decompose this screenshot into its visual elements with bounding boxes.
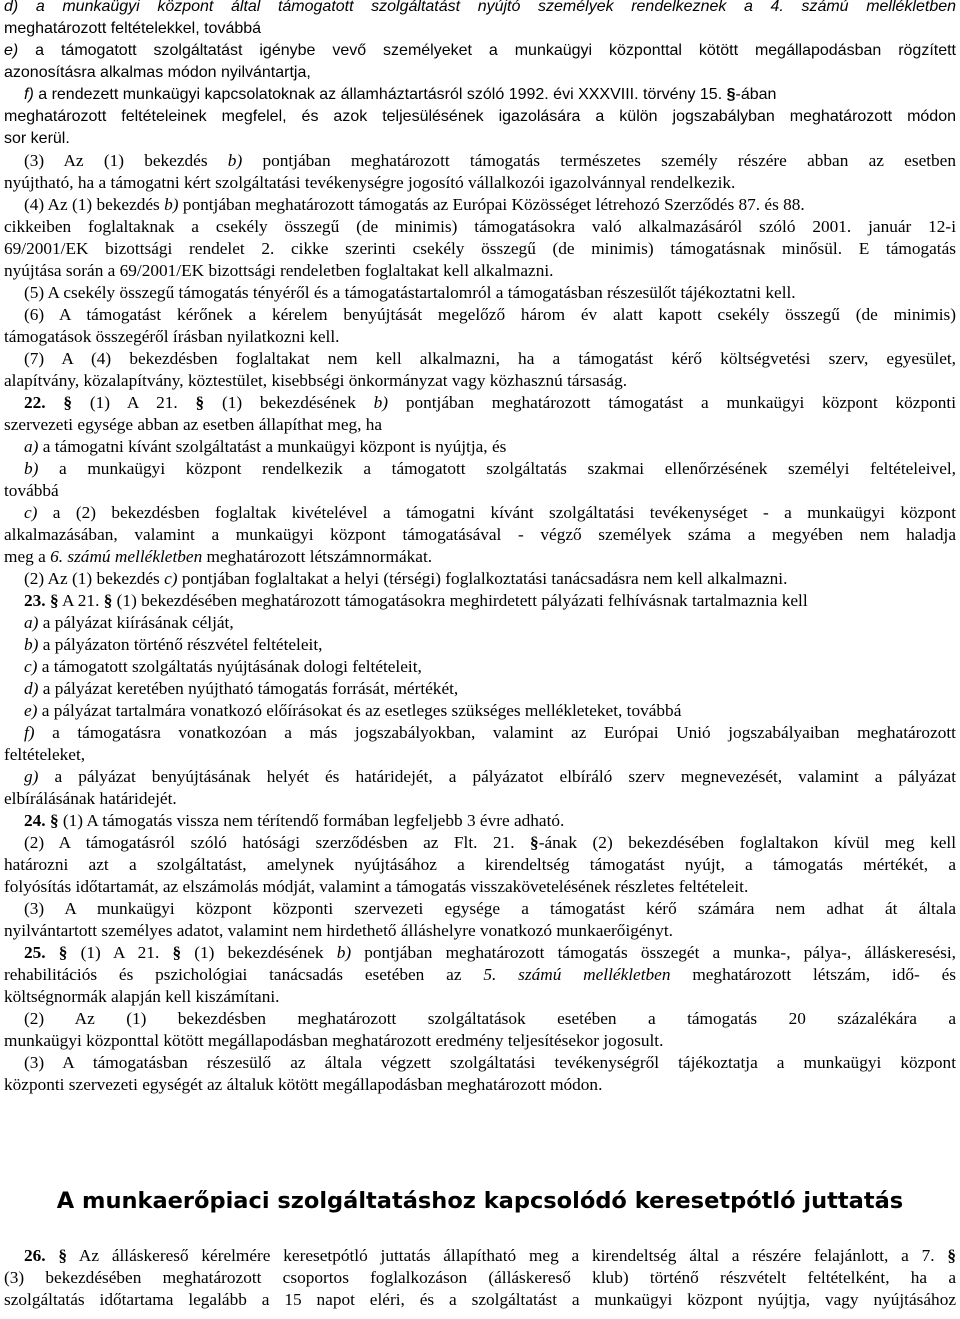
italic-text: 6. számú mellékletben (50, 547, 203, 566)
text-run: A 21. (58, 591, 104, 610)
lines-line (4, 546, 956, 568)
text-run: (1) A 21. (72, 393, 196, 412)
text-run: a pályázat tartalmára vonatkozó előírásokat és az esetleges szükséges mellékleteket, továbbá (37, 701, 682, 720)
lines-line (4, 832, 956, 854)
bold-text: § (49, 591, 59, 610)
lines-line (4, 392, 956, 414)
lines-line (4, 1030, 956, 1052)
bold-text: § (195, 393, 205, 412)
lines-line (4, 62, 956, 84)
italic-text: b) (336, 943, 352, 962)
text-run: rehabilitációs és pszichológiai tanácsadás esetében az (4, 965, 484, 984)
lines-line (4, 414, 956, 436)
lines-line (4, 128, 956, 150)
text-run: (2) A támogatásról szóló hatósági szerződésben az Flt. 21. (24, 833, 531, 852)
italic-text: f) (24, 86, 34, 103)
text-run: folyósítás időtartamát, az elszámolás módját, valamint a támogatás visszakövetelésének részletes feltételeit. (4, 877, 749, 896)
text-run: azonosításra alkalmas módon nyilvántartja, (4, 64, 311, 81)
text-run: (3) Az (1) bekezdés (24, 151, 228, 170)
italic-text: b) (373, 393, 389, 412)
lines-line (4, 1008, 956, 1030)
text-run: szolgáltatás időtartama legalább a 15 napot eléri, és a szolgáltatást a munkaügyi központ nyújtja, vagy nyújtásához (4, 1290, 956, 1309)
italic-text: d) (4, 0, 36, 15)
bold-text: § (103, 591, 113, 610)
text-run: a támogatott szolgáltatás nyújtásának dologi feltételeit, (37, 657, 422, 676)
text-run: cikkeiben foglaltaknak a csekély összegű (de minimis) támogatásokra való alkalmazásáról szóló 2001. január 12-i (4, 217, 956, 236)
text-run: a támogatott szolgáltatást igénybe vevő személyeket a munkaügyi központtal kötött megállapodásban rögzített (18, 42, 956, 59)
text-run: (3) bekezdésében meghatározott csoportos foglalkozáson (álláskereső klub) történő részvételt feltételként, ha a (4, 1268, 956, 1287)
text-run: (6) A támogatást kérőnek a kérelem benyújtását megelőző három év alatt kapott csekély összegű (de minimis) (24, 305, 956, 324)
italic-text: e) (24, 701, 38, 720)
bold-text: 22. (24, 393, 46, 412)
bold-text: 23. (24, 591, 46, 610)
bold-text: § (726, 86, 736, 103)
text-run: a pályázat keretében nyújtható támogatás forrását, mértékét, (38, 679, 459, 698)
lines-line (4, 612, 956, 634)
italic-text: c) (24, 503, 38, 522)
lines-line (4, 920, 956, 942)
lines-line (4, 590, 956, 612)
lines-line (4, 986, 956, 1008)
lines-line (4, 898, 956, 920)
text-run: nyilvántartott személyes adatot, valamint nem hirdethető álláshelyre vonatkozó munkaerőigényt. (4, 921, 673, 940)
italic-text: 4. számú mellékletben (770, 0, 956, 15)
text-run: (1) bekezdésének (181, 943, 337, 962)
text-run: pontjában meghatározott támogatást a munkaügyi központ központi (388, 393, 956, 412)
text-run: költségnormák alapján kell kiszámítani. (4, 987, 280, 1006)
text-run: (5) A csekély összegű támogatás tényéről és a támogatástartalomról a támogatásban részesülőt tájékoztatni kell. (24, 283, 796, 302)
lines-line (4, 348, 956, 370)
lines-line (4, 436, 956, 458)
text-run: határozni azt a szolgáltatást, amelynek nyújtásához a kirendeltség támogatást nyújt, a támogatás mértékét, a (4, 855, 956, 874)
text-run: (3) A támogatásban részesülő az általa végzett szolgáltatási tevékenységről tájékoztatja a munkaügyi központ (24, 1053, 956, 1072)
text-run: pontjában foglaltakat a helyi (térségi) foglalkoztatási tanácsadásra nem kell alkalmazni. (177, 569, 788, 588)
text-run: sor kerül. (4, 130, 70, 147)
lines-line (4, 106, 956, 128)
italic-text: e) (4, 42, 19, 59)
lines-line (4, 502, 956, 524)
lines-line (4, 0, 956, 18)
italic-text: f) (24, 723, 35, 742)
bold-text: § (63, 393, 73, 412)
italic-text: a) (24, 613, 39, 632)
lines-line (4, 964, 956, 986)
lines-line (4, 84, 956, 106)
lines-line (4, 634, 956, 656)
text-run: alapítvány, közalapítvány, köztestület, kisebbségi önkormányzat vagy közhasznú társaság. (4, 371, 628, 390)
tail_lines-line (4, 1267, 956, 1289)
text-run: a munkaügyi központ rendelkezik a támogatott szolgáltatás szakmai ellenőrzésének személyi feltételeivel, (38, 459, 956, 478)
text-run: meghatározott létszámnormákat. (202, 547, 433, 566)
lines-line (4, 194, 956, 216)
lines-line (4, 700, 956, 722)
text-run: a rendezett munkaügyi kapcsolatoknak az államháztartásról szóló 1992. évi XXXVIII. törvény 15. (33, 86, 727, 103)
lines-line (4, 678, 956, 700)
text-run: (1) bekezdésében meghatározott támogatásokra meghirdetett pályázati felhívásnak tartalmaznia kell (112, 591, 808, 610)
bold-text: § (530, 833, 539, 852)
text-run: alkalmazásában, valamint a munkaügyi központ támogatásával - végző személyek száma a megyében nem haladja (4, 525, 956, 544)
lines-line (4, 656, 956, 678)
tail_lines-line (4, 1245, 956, 1267)
text-run: a (2) bekezdésben foglaltak kivételével a támogatni kívánt szolgáltatási tevékenységet - a munkaügyi központ (37, 503, 956, 522)
lines-line (4, 524, 956, 546)
text-run: munkaügyi központtal kötött megállapodásban meghatározott eredmény teljesítésekor jogosult. (4, 1031, 664, 1050)
lines-line (4, 480, 956, 502)
text-run: -ának (2) bekezdésében foglaltakon kívül meg kell (538, 833, 956, 852)
lines-line (4, 810, 956, 832)
text-run: (2) Az (1) bekezdés (24, 569, 165, 588)
lines-line (4, 282, 956, 304)
text-run: -ában (735, 86, 777, 103)
lines-line (4, 722, 956, 744)
italic-text: d) (24, 679, 39, 698)
text-run: meg a (4, 547, 51, 566)
italic-text: b) (164, 195, 179, 214)
text-run: meghatározott létszám, idő- és (670, 965, 956, 984)
bold-text: § (947, 1246, 956, 1265)
lines-line (4, 172, 956, 194)
lines-line (4, 766, 956, 788)
text-run: (7) A (4) bekezdésben foglaltakat nem kell alkalmazni, ha a támogatást kérő költségvetési szerv, egyesület, (24, 349, 956, 368)
lines-line (4, 458, 956, 480)
bold-text: § (172, 943, 182, 962)
text-run: a pályázat kiírásának célját, (38, 613, 234, 632)
text-run: nyújtása során a 69/2001/EK bizottsági rendeletben foglaltakat kell alkalmazni. (4, 261, 554, 280)
text-run: 69/2001/EK bizottsági rendelet 2. cikke szerinti csekély összegű (de minimis) támogatásnak minősül. E támogatás (4, 239, 956, 258)
italic-text: c) (24, 657, 38, 676)
text-run: elbírálásának határidejét. (4, 789, 177, 808)
tail_lines-line (4, 1289, 956, 1311)
italic-text: g) (24, 767, 39, 786)
italic-text: a) (24, 437, 39, 456)
text-run: pontjában meghatározott támogatás az Európai Közösséget létrehozó Szerződés 87. és 88. (178, 195, 805, 214)
italic-text: b) (24, 459, 39, 478)
lines-line (4, 216, 956, 238)
lines-line (4, 18, 956, 40)
bold-text: § (49, 811, 59, 830)
text-run: szervezeti egysége abban az esetben állapíthat meg, ha (4, 415, 383, 434)
text-run: (3) A munkaügyi központ központi szervezeti egysége a támogatást kérő számára nem adhat át általa (24, 899, 956, 918)
text-run: meghatározott feltételekkel, továbbá (4, 20, 262, 37)
text-run: a pályázaton történő részvétel feltételeit, (38, 635, 323, 654)
italic-text: b) (24, 635, 39, 654)
lines-line (4, 260, 956, 282)
text-run: pontjában meghatározott támogatás összegét a munka-, pálya-, álláskeresési, (351, 943, 956, 962)
text-run: a pályázat benyújtásának helyét és határidejét, a pályázatot elbíráló szerv megnevezését, valamint a pályázat (38, 767, 956, 786)
italic-text: a munkaügyi központ által támogatott szolgáltatást nyújtó személyek rendelkeznek a (35, 0, 771, 15)
lines-line (4, 238, 956, 260)
lines-line (4, 854, 956, 876)
text-run: központi szervezeti egységét az általuk kötött megállapodásban meghatározott módon. (4, 1075, 603, 1094)
text-run (46, 393, 64, 412)
lines-line (4, 568, 956, 590)
lines-line (4, 788, 956, 810)
text-run: (1) bekezdésének (204, 393, 374, 412)
section-heading: A munkaerőpiaci szolgáltatáshoz kapcsolódó keresetpótló juttatás (56, 1188, 904, 1214)
bold-text: § (58, 1246, 68, 1265)
lines-line (4, 40, 956, 62)
text-run (46, 1246, 59, 1265)
italic-text: b) (227, 151, 243, 170)
text-run: (2) Az (1) bekezdésben meghatározott szolgáltatások esetében a támogatás 20 százalékára a (24, 1009, 956, 1028)
text-run: támogatások összegéről írásban nyilatkozni kell. (4, 327, 340, 346)
text-run: (4) Az (1) bekezdés (24, 195, 165, 214)
text-run: meghatározott feltételeinek megfelel, és azok teljesülésének igazolására a külön jogszabályban meghatározott módon (4, 108, 956, 125)
text-run (46, 943, 59, 962)
text-run: a támogatásra vonatkozóan a más jogszabályokban, valamint az Európai Unió jogszabályaiban meghatározott (34, 723, 956, 742)
lines-line (4, 942, 956, 964)
bold-text: § (58, 943, 68, 962)
lines-line (4, 1074, 956, 1096)
text-run: a támogatni kívánt szolgáltatást a munkaügyi központ is nyújtja, és (38, 437, 507, 456)
text-run: (1) A támogatás vissza nem térítendő formában legfeljebb 3 évre adható. (58, 811, 565, 830)
lines-line (4, 744, 956, 766)
text-run: továbbá (4, 481, 59, 500)
italic-text: 5. számú mellékletben (483, 965, 671, 984)
bold-text: 24. (24, 811, 46, 830)
lines-line (4, 876, 956, 898)
text-run: Az álláskereső kérelmére keresetpótló juttatás állapítható meg a kirendeltség által a részére felajánlott, a 7. (67, 1246, 948, 1265)
bold-text: 26. (24, 1246, 46, 1265)
lines-line (4, 304, 956, 326)
lines-line (4, 326, 956, 348)
text-run: pontjában meghatározott támogatás természetes személy részére abban az esetben (242, 151, 956, 170)
bold-text: 25. (24, 943, 46, 962)
italic-text: c) (164, 569, 178, 588)
lines-line (4, 1052, 956, 1074)
lines-line (4, 150, 956, 172)
text-run: feltételeket, (4, 745, 86, 764)
text-run: (1) A 21. (67, 943, 173, 962)
text-run: nyújtható, ha a támogatni kért szolgáltatási tevékenységre jogosító vállalkozói igazolvánnyal rendelkezik. (4, 173, 736, 192)
lines-line (4, 370, 956, 392)
